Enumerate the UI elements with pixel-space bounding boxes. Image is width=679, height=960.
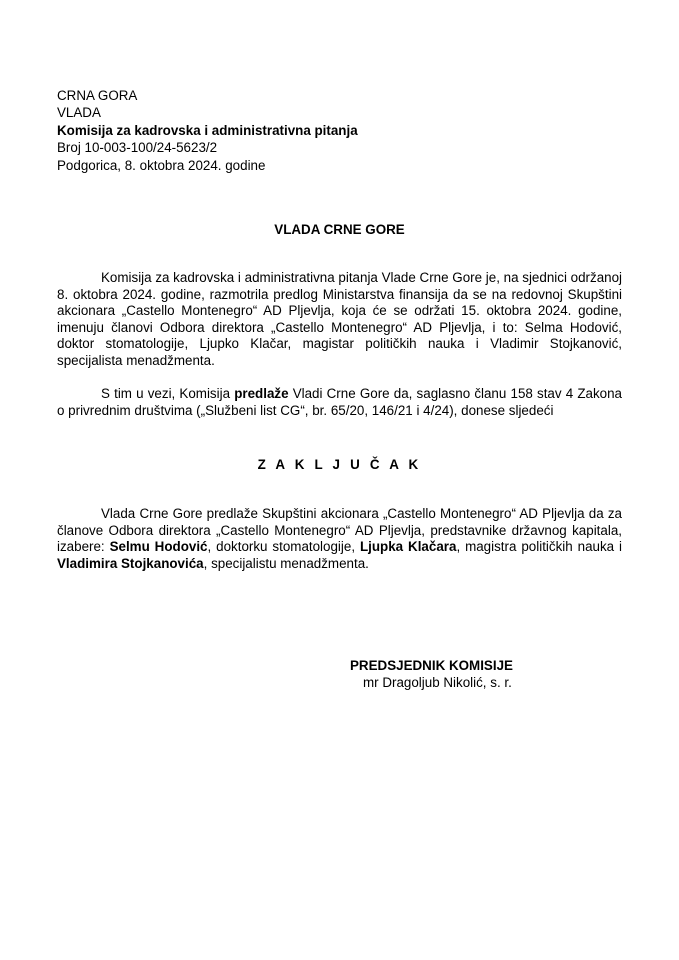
- intro-p2-bold: predlaže: [234, 386, 289, 401]
- conclusion-name-1: Selmu Hodović: [109, 539, 208, 555]
- header-place-date: Podgorica, 8. oktobra 2024. godine: [57, 157, 266, 173]
- conclusion-paragraph: [57, 506, 622, 572]
- conclusion-name-2: Ljupka Klačara: [359, 539, 457, 555]
- conclusion-text-1: Vlada Crne Gore predlaže Skupštini akcionara „Castello Montenegro“ AD Pljevlja da za članove Odbora direktora „Castello Montenegro“ AD Pljevlja, predstavnike državnog kapitala, izabere:: [57, 506, 622, 555]
- signature-title: PREDSJEDNIK KOMISIJE: [350, 658, 513, 673]
- intro-p2-start: S tim u vezi, Komisija: [101, 386, 235, 401]
- signature-block: [350, 657, 513, 692]
- intro-paragraph-2: [57, 386, 622, 419]
- intro-p2-end: Vladi Crne Gore da, saglasno članu 158 stav 4 Zakona o privrednim društvima („Službeni list CG“, br. 65/20, 146/21 i 4/24), donese sljedeći: [57, 386, 623, 418]
- conclusion-text-3: , magistra političkih nauka i: [456, 539, 622, 555]
- conclusion-name-3: Vladimira Stojkanovića: [57, 555, 204, 571]
- conclusion-text-4: , specijalistu menadžmenta.: [203, 555, 369, 571]
- signature-name: mr Dragoljub Nikolić, s. r.: [363, 675, 512, 691]
- addressee-title: VLADA CRNE GORE: [274, 222, 405, 237]
- conclusion-text-2: , doktorku stomatologije,: [207, 539, 360, 555]
- header-country: CRNA GORA: [57, 88, 138, 103]
- intro-paragraph-1: Komisija za kadrovska i administrativna pitanja Vlade Crne Gore je, na sjednici održanoj 8. oktobra 2024. godine, razmotrila predlog Ministarstva finansija da se na redovnoj Skupštini akcionara „Castello Montenegro“ AD Pljevlja, koja će se održati 15. oktobra 2024. godine, imenuju članovi Odbora direktora „Castello Montenegro“ AD Pljevlja, i to: Selma Hodović, doktor stomatologije, Ljupko Klačar, magistar političkih nauka i Vladimir Stojkanović, specijalista menadžmenta.: [57, 270, 623, 368]
- header-commission: Komisija za kadrovska i administrativna pitanja: [57, 122, 358, 138]
- document-header: [57, 87, 358, 174]
- header-government: VLADA: [57, 105, 101, 121]
- header-number: Broj 10-003-100/24-5623/2: [57, 140, 218, 156]
- conclusion-title: Z A K L J U Č A K: [257, 457, 422, 472]
